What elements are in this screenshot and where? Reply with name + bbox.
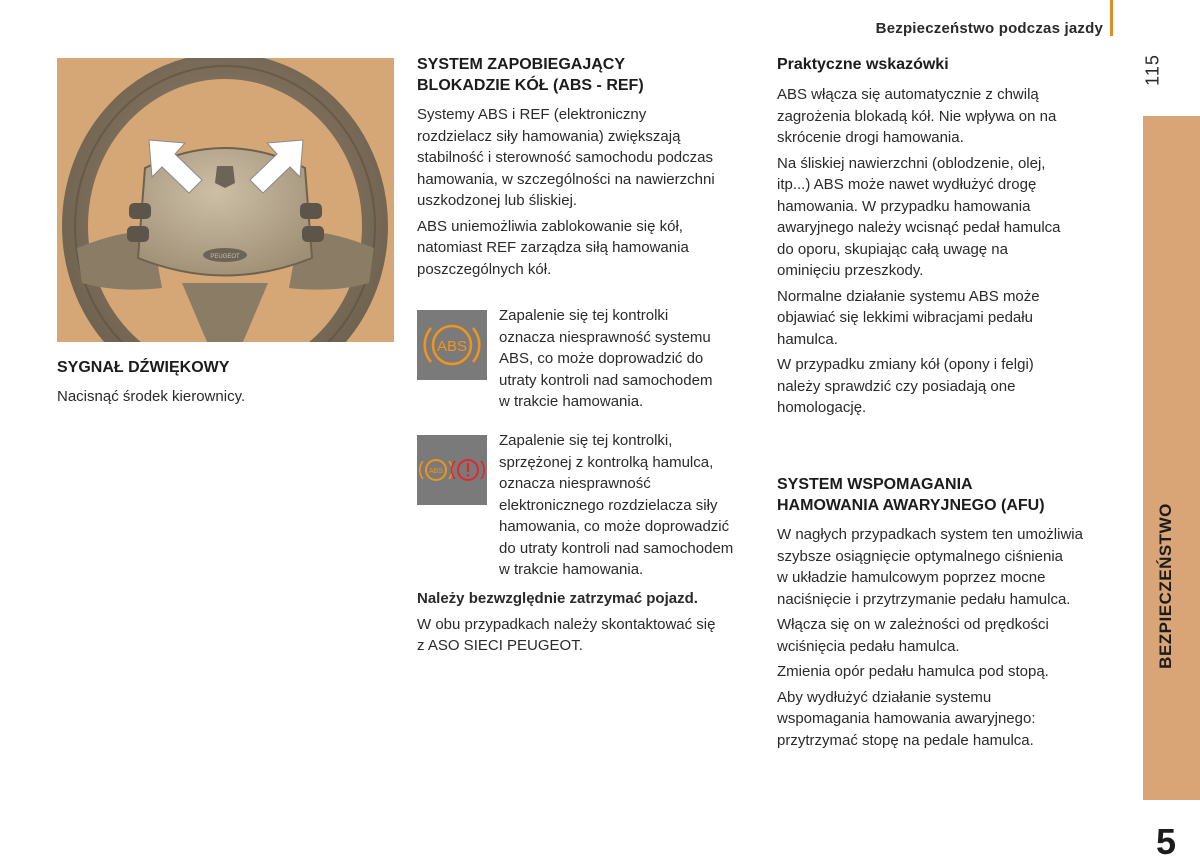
tips-p1-line: skrócenie drogi hamowania. [777,129,964,146]
lamp-2-line: Zapalenie się tej kontrolki, [499,432,673,449]
horn-heading: SYGNAŁ DŹWIĘKOWY [57,359,230,376]
abs-paragraph-2-line: natomiast REF zarządza siłą hamowania [417,239,689,256]
chapter-number: 5 [1155,821,1177,862]
section-title: Bezpieczeństwo podczas jazdy [875,20,1103,37]
header-accent-rule [1110,0,1113,36]
abs-paragraph-1-line: uszkodzonej lub śliskiej. [417,192,578,209]
abs-lamp-text: ABS [436,338,468,355]
abs-heading-line-1: SYSTEM ZAPOBIEGAJĄCY [417,56,626,73]
abs-paragraph-1-line: rozdzielacz siły hamowania) zwiększają [417,127,681,145]
chapter-label: BEZPIECZEŃSTWO [1156,503,1175,669]
lamp-1-line: oznacza niesprawność systemu [499,328,711,346]
afu-p3-line: Zmienia opór pedału hamulca pod stopą. [777,663,1049,680]
abs-warning-icon [417,310,487,380]
tips-p2-line: awaryjnego należy wcisnąć pedał hamulca [777,219,1061,236]
abs-warning-lamp [417,310,487,380]
afu-p4-line: przytrzymać stopę na pedale hamulca. [777,731,1034,749]
lamp-1-line: ABS, co może doprowadzić do [499,350,704,367]
lamp-2-line: w trakcie hamowania. [499,561,644,578]
tips-p2-line: itp...) ABS może nawet wydłużyć drogę [777,176,1037,193]
tips-p4-line: homologację. [777,399,867,416]
tips-heading: Praktyczne wskazówki [777,56,949,73]
tips-p2-line: Na śliskiej nawierzchni (oblodzenie, olej, [777,154,1046,172]
lamp-2-description [499,430,733,581]
tips-p2-line: ominięciu przeszkody. [777,262,924,279]
abs-paragraph-2-line: poszczególnych kół. [417,260,552,278]
abs-section [417,54,767,280]
steering-wheel-photo [57,58,394,342]
tips-p1-line: zagrożenia blokadą kół. Nie wpływa on na [777,107,1057,125]
tips-p3-line: hamulca. [777,330,838,348]
lamp-2-line: elektronicznego rozdzielacza siły [499,496,718,514]
lamp-1-line: Zapalenie się tej kontrolki [499,307,669,324]
abs-brake-warning-lamp [417,435,487,505]
tips-p1-line: ABS włącza się automatycznie z chwilą [777,86,1039,103]
afu-p1-line: W nagłych przypadkach system ten umożliwia [777,526,1083,543]
page-number-container [1130,40,1176,100]
abs-brake-lamp-text: ABS [428,468,444,475]
abs-heading-line-2: BLOKADZIE KÓŁ (ABS - REF) [417,77,644,94]
afu-p2-line: Włącza się on w zależności od prędkości [777,616,1049,633]
abs-paragraph-1-line: hamowania, w szczególności na nawierzchni [417,170,715,188]
tips-p4-line: należy sprawdzić czy posiadają one [777,377,1016,395]
side-tab-label-container [1143,476,1189,696]
contact-line: W obu przypadkach należy skontaktować się [417,615,716,633]
abs-paragraph-1-line: Systemy ABS i REF (elektroniczny [417,106,647,123]
afu-p2-line: wciśnięcia pedału hamulca. [777,637,960,655]
lamp-1-line: utraty kontroli nad samochodem [499,371,713,389]
afu-p1-line: naciśnięcie i przytrzymanie pedału hamulca. [777,590,1071,608]
tips-p3-line: objawiać się lekkimi wibracjami pedału [777,309,1033,326]
lamp-2-line: hamowania, co może doprowadzić [499,518,730,535]
tips-p2-line: hamowania. W przypadku hamowania [777,197,1031,215]
abs-contact-block [417,588,715,657]
side-tab-rule [1153,813,1200,816]
lamp-2-line: do utraty kontroli nad samochodem [499,539,734,557]
afu-heading-line-2: HAMOWANIA AWARYJNEGO (AFU) [777,497,1045,514]
afu-heading-line-1: SYSTEM WSPOMAGANIA [777,476,973,493]
stop-vehicle-warning: Należy bezwzględnie zatrzymać pojazd. [417,590,698,607]
tips-p4-line: W przypadku zmiany kół (opony i felgi) [777,356,1034,373]
horn-text: Nacisnąć środek kierownicy. [57,388,246,405]
lamp-2-line: oznacza niesprawność [499,475,651,492]
lamp-2-line: sprzężonej z kontrolką hamulca, [499,453,714,471]
brand-logo-text: PEUGEOT [210,254,240,260]
afu-section [777,474,1132,751]
chapter-side-tab [1143,116,1200,862]
lamp-1-line: w trakcie hamowania. [499,393,644,410]
afu-p4-line: wspomagania hamowania awaryjnego: [777,710,1036,727]
steering-wheel-illustration [57,58,394,342]
abs-paragraph-2-line: ABS uniemożliwia zablokowanie się kół, [417,217,683,235]
afu-p1-line: w układzie hamulcowym poprzez mocne [777,569,1046,586]
tips-p3-line: Normalne działanie systemu ABS może [777,287,1040,305]
contact-line: z ASO SIECI PEUGEOT. [417,637,583,654]
abs-brake-warning-icon [417,435,487,505]
afu-p1-line: szybsze osiągnięcie optymalnego ciśnienia [777,547,1063,565]
page-number: 115 [1142,54,1163,86]
tips-p2-line: do oporu, skupiając całą uwagę na [777,240,1008,258]
afu-p4-line: Aby wydłużyć działanie systemu [777,688,992,706]
lamp-1-description [499,305,712,413]
tips-section [777,54,1127,419]
abs-paragraph-1-line: stabilność i sterowność samochodu podczas [417,149,713,166]
